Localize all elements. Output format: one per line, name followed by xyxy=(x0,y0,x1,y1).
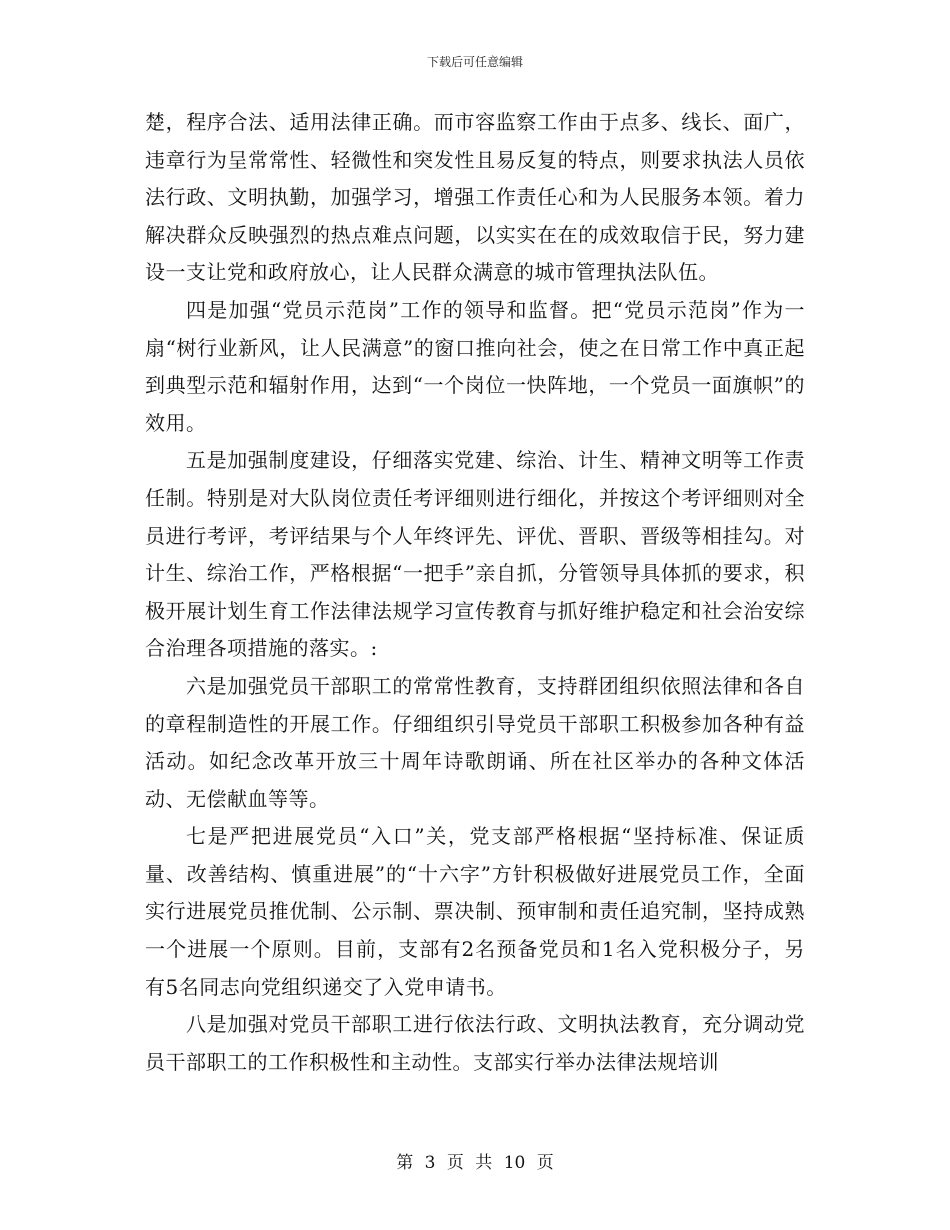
paragraph-continuation: 楚，程序合法、适用法律正确。而市容监察工作由于点多、线长、面广，违章行为呈常常性、轻微性和突发性且易反复的特点，则要求执法人员依法行政、文明执勤，加强学习，增强工作责任心和为人民服务本领。着力解决群众反映强烈的热点难点问题，以实实在在的成效取信于民，努力建设一支让党和政府放心，让人民群众满意的城市管理执法队伍。 xyxy=(145,110,805,285)
paragraph-item-8: 八是加强对党员干部职工进行依法行政、文明执法教育，充分调动党员干部职工的工作积极性和主动性。支部实行举办法律法规培训 xyxy=(145,1012,805,1074)
paragraph-item-7: 七是严把进展党员“入口”关，党支部严格根据“坚持标准、保证质量、改善结构、慎重进展”的“十六字”方针积极做好进展党员工作，全面实行进展党员推优制、公示制、票决制、预审制和责任追究制，坚持成熟一个进展一个原则。目前，支部有2名预备党员和1名入党积极分子，另有5名同志向党组织递交了入党申请书。 xyxy=(145,824,805,999)
page-header: 下载后可任意编辑 xyxy=(426,55,523,69)
paragraph-item-6: 六是加强党员干部职工的常常性教育，支持群团组织依照法律和各自的章程制造性的开展工作。仔细组织引导党员干部职工积极参加各种有益活动。如纪念改革开放三十周年诗歌朗诵、所在社区举办的各种文体活动、无偿献血等等。 xyxy=(145,673,805,811)
paragraph-item-5: 五是加强制度建设，仔细落实党建、综治、计生、精神文明等工作责任制。特别是对大队岗位责任考评细则进行细化，并按这个考评细则对全员进行考评，考评结果与个人年终评先、评优、晋职、晋级等相挂勾。对计生、综治工作，严格根据“一把手”亲自抓，分管领导具体抓的要求，积极开展计划生育工作法律法规学习宣传教育与抓好维护稳定和社会治安综合治理各项措施的落实。: xyxy=(145,448,805,661)
paragraph-item-4: 四是加强“党员示范岗”工作的领导和监督。把“党员示范岗”作为一扇“树行业新风，让人民满意”的窗口推向社会，使之在日常工作中真正起到典型示范和辐射作用，达到“一个岗位一快阵地，一个党员一面旗帜”的效用。 xyxy=(145,297,805,435)
document-body xyxy=(145,104,805,1081)
page-number-footer: 第 3 页 共 10 页 xyxy=(396,1153,554,1173)
